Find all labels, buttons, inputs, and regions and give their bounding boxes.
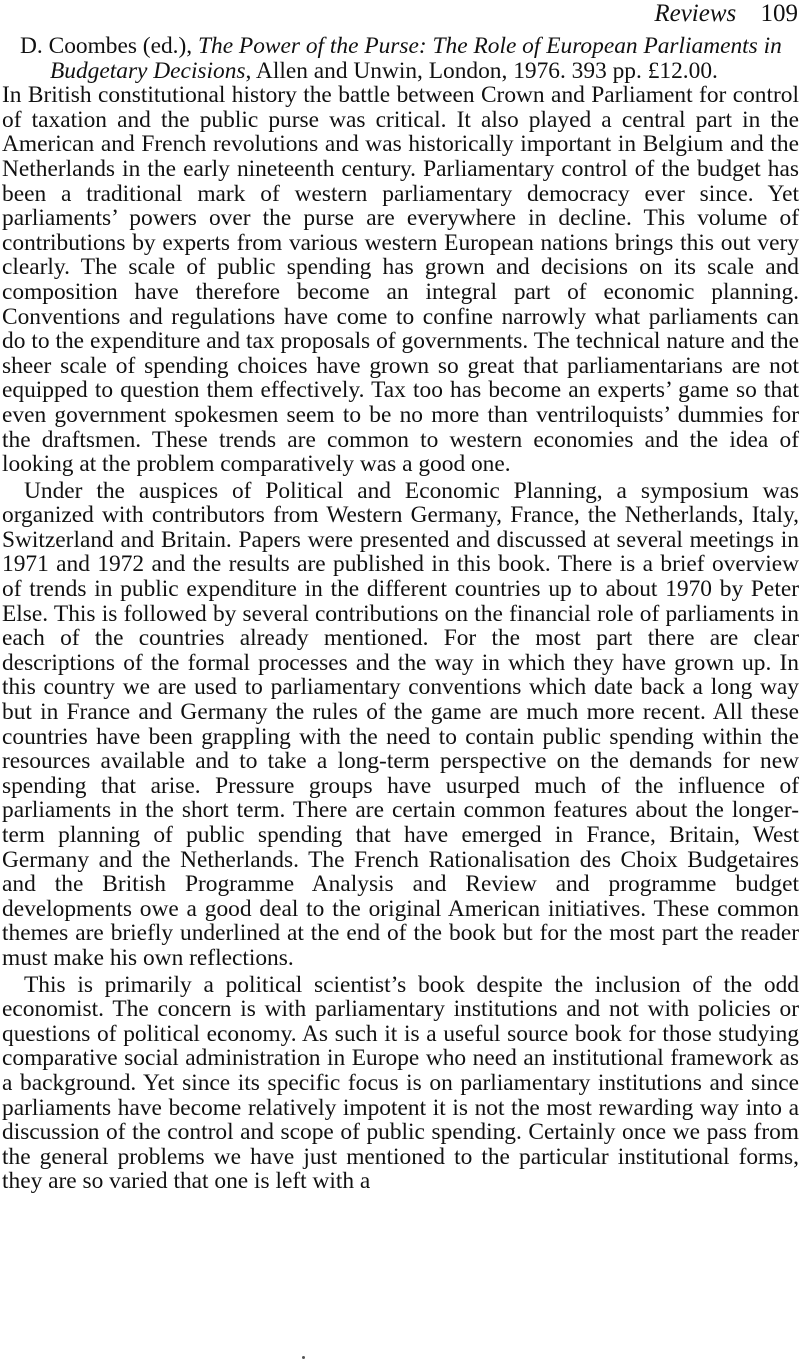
review-body [2, 34, 799, 1194]
citation-publisher: , Allen and Unwin, London, 1976. 393 pp. £12.00. [245, 57, 718, 84]
paragraph-2: Under the auspices of Political and Economic Planning, a symposium was organized with contributors from Western Germany, France, the Netherlands, Italy, Switzerland and Britain. Papers were presented and discussed at several meetings in 1971 and 1972 and the results are published in this book. There is a brief overview of trends in public expenditure in the different countries up to about 1970 by Peter Else. This is followed by several contributions on the financial role of parliaments in each of the countries already mentioned. For the most part there are clear descriptions of the formal processes and the way in which they have grown up. In this country we are used to parliamentary conventions which date back a long way but in France and Germany the rules of the game are much more recent. All these countries have been grappling with the need to contain public spending within the resources available and to take a long-term perspective on the demands for new spending that arise. Pressure groups have usurped much of the influence of parliaments in the short term. There are certain common features about the longer-term planning of public spending that have emerged in France, Britain, West Germany and the Netherlands. The French Rationalisation des Choix Budgetaires and the British Programme Analysis and Review and programme budget developments owe a good deal to the original American initiatives. These common themes are briefly underlined at the end of the book but for the most part the reader must make his own reflections. [2, 477, 799, 971]
page-number: 109 [760, 0, 798, 27]
citation-title: The Power of the Purse: The Role of European Parliaments in Budgetary Decisions [50, 33, 782, 84]
paragraph-1: In British constitutional history the battle between Crown and Parliament for control of taxation and the public purse was critical. It also played a central part in the American and French revolutions and was historically important in Belgium and the Netherlands in the early nineteenth century. Parliamentary control of the budget has been a traditional mark of western parliamentary democracy ever since. Yet parliaments’ powers over the purse are everywhere in decline. This volume of contributions by experts from various western European nations brings this out very clearly. The scale of public spending has grown and decisions on its scale and composition have therefore become an integral part of economic planning. Conventions and regulations have come to confine narrowly what parliaments can do to the expenditure and tax proposals of governments. The technical nature and the sheer scale of spending choices have grown so great that parliamentarians are not equipped to question them effectively. Tax too has become an experts’ game so that even government spokesmen seem to be no more than ventriloquists’ dummies for the draftsmen. These trends are common to western economies and the idea of looking at the problem comparatively was a good one. [2, 82, 799, 478]
running-title: Reviews [654, 0, 737, 27]
book-citation [2, 34, 799, 83]
running-header [654, 0, 800, 30]
footer-dot [300, 1354, 308, 1364]
paragraph-3: This is primarily a political scientist’s book despite the inclusion of the odd economist. The concern is with parliamentary institutions and not with policies or questions of political economy. As such it is a useful source book for those studying comparative social administration in Europe who need an institutional framework as a background. Yet since its specific focus is on parliamentary institutions and since parliaments have become relatively impotent it is not the most rewarding way into a discussion of the control and scope of public spending. Certainly once we pass from the general problems we have just mentioned to the particular institutional forms, they are so varied that one is left with a [2, 971, 799, 1195]
citation-author: D. Coombes (ed.), [20, 33, 198, 59]
